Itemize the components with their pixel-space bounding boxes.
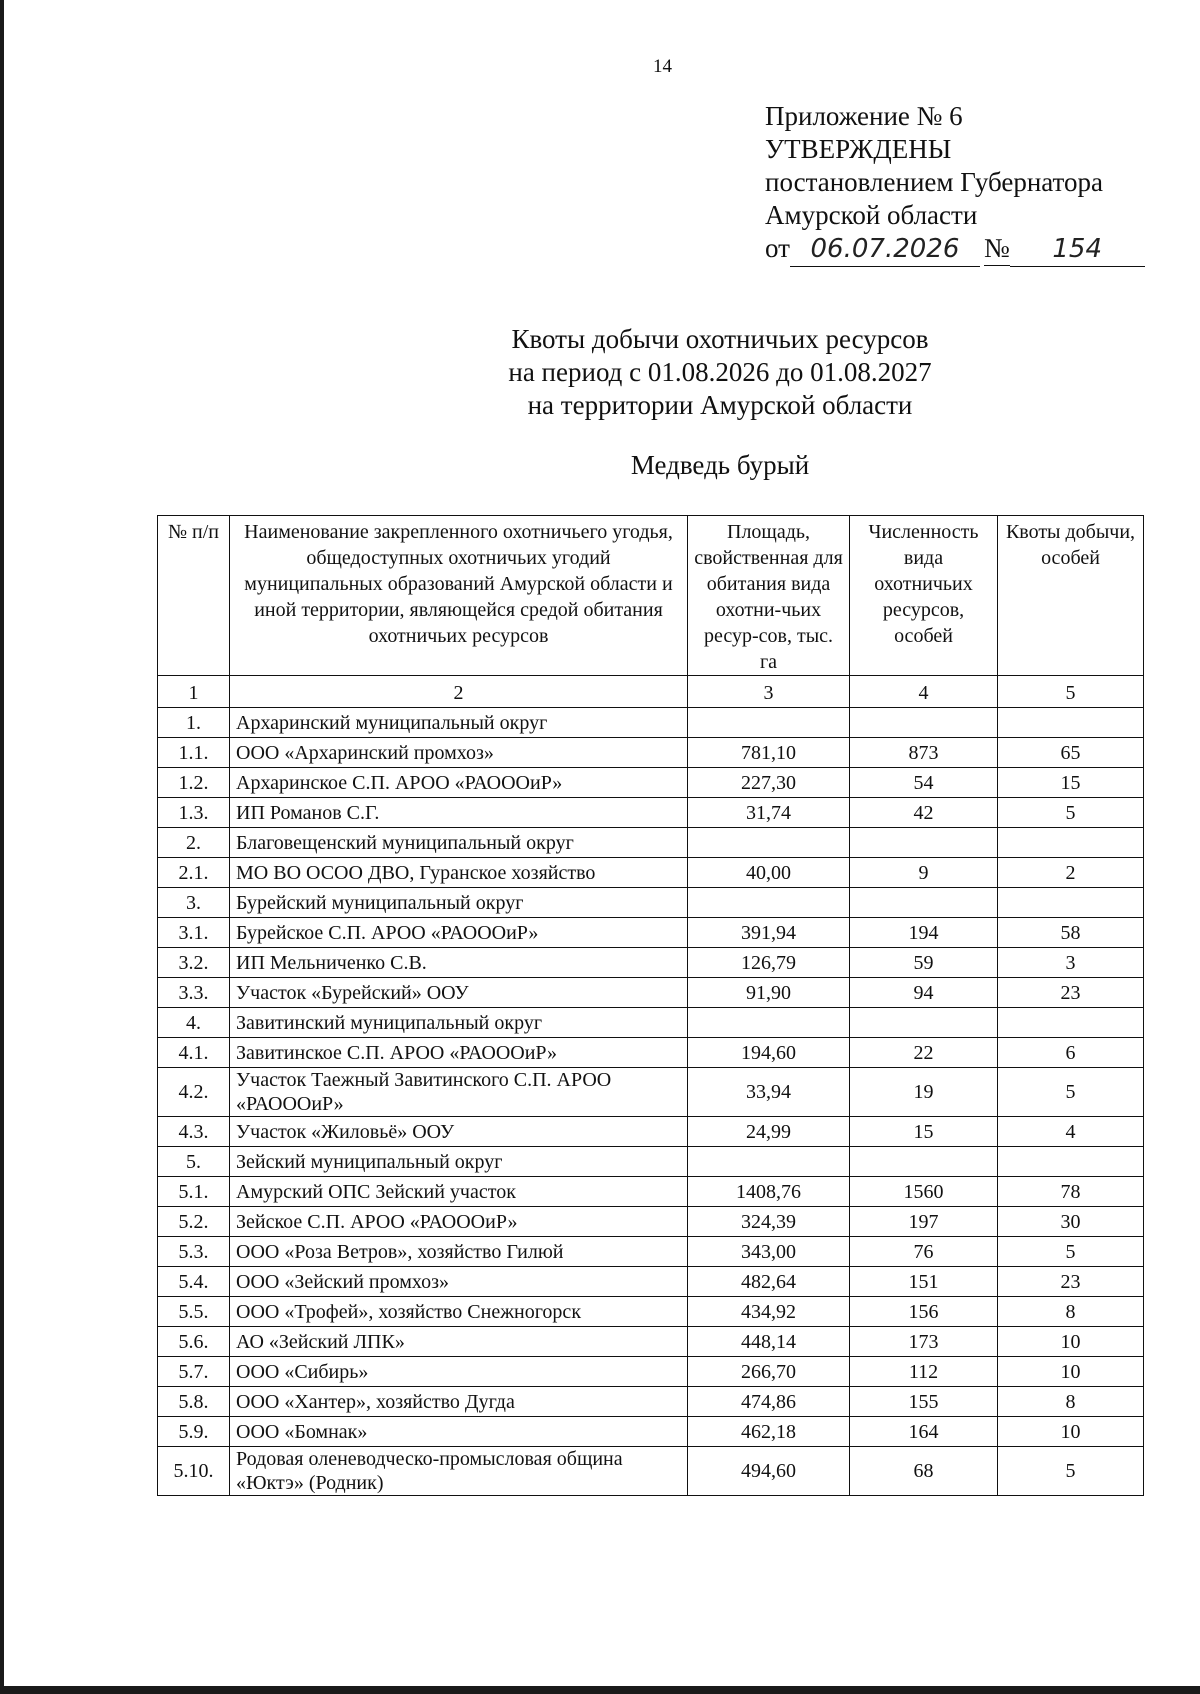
row-name-cell: Бурейское С.П. АРОО «РАОООиР» [230,918,688,948]
table-row [158,828,1144,858]
row-quota-cell: 4 [998,1117,1144,1147]
row-area-cell: 324,39 [688,1207,850,1237]
table-row [158,858,1144,888]
row-area-cell: 33,94 [688,1068,850,1117]
row-quota-cell: 10 [998,1417,1144,1447]
row-count-cell: 19 [850,1068,998,1117]
row-quota-cell: 23 [998,1267,1144,1297]
row-area-cell: 434,92 [688,1297,850,1327]
row-number-cell: 2. [158,828,230,858]
row-count-cell: 873 [850,738,998,768]
row-count-cell: 112 [850,1357,998,1387]
table-body [158,708,1144,1496]
row-area-cell: 227,30 [688,768,850,798]
column-number: 3 [688,676,850,708]
row-name-cell: МО ВО ОСОО ДВО, Гуранское хозяйство [230,858,688,888]
row-quota-cell: 65 [998,738,1144,768]
row-name-cell: ИП Мельниченко С.В. [230,948,688,978]
row-count-cell: 164 [850,1417,998,1447]
row-quota-cell: 2 [998,858,1144,888]
table-row [158,978,1144,1008]
table-header-row [158,516,1144,676]
row-number-cell: 3.1. [158,918,230,948]
row-name-cell: Бурейский муниципальный округ [230,888,688,918]
row-quota-cell [998,1008,1144,1038]
row-name-cell: Участок «Бурейский» ООУ [230,978,688,1008]
row-area-cell: 474,86 [688,1387,850,1417]
row-area-cell: 1408,76 [688,1177,850,1207]
row-count-cell: 194 [850,918,998,948]
row-count-cell: 22 [850,1038,998,1068]
row-area-cell: 91,90 [688,978,850,1008]
row-name-cell: ООО «Трофей», хозяйство Снежногорск [230,1297,688,1327]
row-name-cell: ООО «Хантер», хозяйство Дугда [230,1387,688,1417]
appendix-line: Приложение № 6 [765,101,963,131]
row-area-cell [688,708,850,738]
row-area-cell: 194,60 [688,1038,850,1068]
row-area-cell: 494,60 [688,1447,850,1496]
row-quota-cell [998,828,1144,858]
row-quota-cell: 5 [998,1447,1144,1496]
row-quota-cell: 8 [998,1297,1144,1327]
table-row [158,738,1144,768]
title-line-1: Квоты добычи охотничьих ресурсов [511,324,929,354]
row-number-cell: 3.2. [158,948,230,978]
row-number-cell: 3.3. [158,978,230,1008]
row-name-cell: ООО «Зейский промхоз» [230,1267,688,1297]
row-count-cell: 151 [850,1267,998,1297]
table-row [158,1327,1144,1357]
table-row [158,1038,1144,1068]
table-row [158,1447,1144,1496]
row-quota-cell: 5 [998,798,1144,828]
table-row [158,1068,1144,1117]
row-count-cell [850,1008,998,1038]
header-count: Численность вида охотничьих ресурсов, особей [850,516,998,676]
row-name-cell: Завитинское С.П. АРОО «РАОООиР» [230,1038,688,1068]
number-prefix: № [984,232,1010,266]
row-name-cell: Архаринский муниципальный округ [230,708,688,738]
row-area-cell: 126,79 [688,948,850,978]
handwritten-date: 06.07.2026 [790,233,980,267]
table-row [158,1357,1144,1387]
table-row [158,1008,1144,1038]
title-line-2: на период с 01.08.2026 до 01.08.2027 [508,357,932,387]
decree-line: постановлением Губернатора [765,167,1103,197]
row-area-cell: 31,74 [688,798,850,828]
row-area-cell: 266,70 [688,1357,850,1387]
approved-line: УТВЕРЖДЕНЫ [765,134,952,164]
table-row [158,1267,1144,1297]
row-name-cell: ООО «Бомнак» [230,1417,688,1447]
row-area-cell: 40,00 [688,858,850,888]
row-name-cell: ООО «Роза Ветров», хозяйство Гилюй [230,1237,688,1267]
table-row [158,1117,1144,1147]
row-number-cell: 5.3. [158,1237,230,1267]
table-row [158,1387,1144,1417]
page-number: 14 [653,56,672,77]
table-row [158,1147,1144,1177]
row-number-cell: 4.3. [158,1117,230,1147]
row-name-cell: ООО «Сибирь» [230,1357,688,1387]
row-name-cell: Зейское С.П. АРОО «РАОООиР» [230,1207,688,1237]
row-count-cell: 197 [850,1207,998,1237]
row-number-cell: 5. [158,1147,230,1177]
title-line-3: на территории Амурской области [527,390,913,420]
row-quota-cell: 5 [998,1237,1144,1267]
row-area-cell: 391,94 [688,918,850,948]
region-line: Амурской области [765,200,978,230]
row-quota-cell: 15 [998,768,1144,798]
row-area-cell [688,1147,850,1177]
row-quota-cell: 5 [998,1068,1144,1117]
row-quota-cell: 8 [998,1387,1144,1417]
column-numbers-row [158,676,1144,708]
table-row [158,888,1144,918]
row-count-cell: 15 [850,1117,998,1147]
row-area-cell [688,1008,850,1038]
row-count-cell [850,888,998,918]
column-number: 1 [158,676,230,708]
approval-block [765,100,1185,267]
row-count-cell: 54 [850,768,998,798]
row-area-cell: 462,18 [688,1417,850,1447]
table-row [158,1177,1144,1207]
row-number-cell: 5.8. [158,1387,230,1417]
row-quota-cell [998,1147,1144,1177]
row-number-cell: 5.2. [158,1207,230,1237]
row-number-cell: 4.2. [158,1068,230,1117]
row-count-cell [850,828,998,858]
row-count-cell: 173 [850,1327,998,1357]
row-number-cell: 1.3. [158,798,230,828]
header-number: № п/п [158,516,230,676]
header-name: Наименование закрепленного охотничьего угодья, общедоступных охотничьих угодий муниципальных образований Амурской области и иной территории, являющейся средой обитания охотничьих ресурсов [230,516,688,676]
row-name-cell: Архаринское С.П. АРОО «РАОООиР» [230,768,688,798]
row-area-cell: 448,14 [688,1327,850,1357]
table-row [158,1207,1144,1237]
row-number-cell: 4. [158,1008,230,1038]
row-name-cell: Завитинский муниципальный округ [230,1008,688,1038]
row-number-cell: 5.10. [158,1447,230,1496]
row-quota-cell: 6 [998,1038,1144,1068]
row-number-cell: 5.9. [158,1417,230,1447]
row-count-cell: 9 [850,858,998,888]
row-number-cell: 4.1. [158,1038,230,1068]
row-name-cell: АО «Зейский ЛПК» [230,1327,688,1357]
row-count-cell: 76 [850,1237,998,1267]
table-row [158,1297,1144,1327]
row-number-cell: 5.4. [158,1267,230,1297]
row-number-cell: 5.7. [158,1357,230,1387]
row-number-cell: 5.6. [158,1327,230,1357]
table-row [158,918,1144,948]
column-number: 4 [850,676,998,708]
row-name-cell: ООО «Архаринский промхоз» [230,738,688,768]
table-row [158,1237,1144,1267]
species-heading: Медведь бурый [630,450,810,480]
row-name-cell: Участок «Жиловьё» ООУ [230,1117,688,1147]
row-count-cell: 155 [850,1387,998,1417]
row-count-cell: 42 [850,798,998,828]
row-number-cell: 5.1. [158,1177,230,1207]
row-quota-cell: 23 [998,978,1144,1008]
row-count-cell [850,708,998,738]
row-number-cell: 1.2. [158,768,230,798]
row-quota-cell [998,708,1144,738]
row-area-cell: 24,99 [688,1117,850,1147]
row-number-cell: 1.1. [158,738,230,768]
column-number: 5 [998,676,1144,708]
table-row [158,1417,1144,1447]
row-quota-cell: 10 [998,1327,1144,1357]
quota-table [157,515,1144,1496]
row-quota-cell: 58 [998,918,1144,948]
header-quota: Квоты добычи, особей [998,516,1144,676]
date-number-line [765,232,1185,267]
row-count-cell: 156 [850,1297,998,1327]
row-count-cell [850,1147,998,1177]
header-area: Площадь, свойственная для обитания вида охотни-чьих ресур-сов, тыс. га [688,516,850,676]
row-quota-cell: 30 [998,1207,1144,1237]
table-row [158,708,1144,738]
row-name-cell: Родовая оленеводческо-промысловая община «Юктэ» (Родник) [230,1447,688,1496]
row-count-cell: 68 [850,1447,998,1496]
table-row [158,768,1144,798]
scan-edge-bottom [0,1686,1200,1694]
row-area-cell: 781,10 [688,738,850,768]
row-number-cell: 3. [158,888,230,918]
scan-edge-left [0,0,4,1694]
table-row [158,948,1144,978]
document-title [380,323,1060,422]
row-area-cell [688,828,850,858]
row-count-cell: 59 [850,948,998,978]
row-name-cell: ИП Романов С.Г. [230,798,688,828]
row-area-cell [688,888,850,918]
row-name-cell: Амурский ОПС Зейский участок [230,1177,688,1207]
row-count-cell: 1560 [850,1177,998,1207]
row-quota-cell: 78 [998,1177,1144,1207]
date-prefix: от [765,233,790,263]
row-number-cell: 2.1. [158,858,230,888]
row-quota-cell: 10 [998,1357,1144,1387]
row-quota-cell: 3 [998,948,1144,978]
row-name-cell: Зейский муниципальный округ [230,1147,688,1177]
row-quota-cell [998,888,1144,918]
handwritten-number: 154 [1010,233,1145,267]
row-name-cell: Участок Таежный Завитинского С.П. АРОО «РАОООиР» [230,1068,688,1117]
row-area-cell: 343,00 [688,1237,850,1267]
row-number-cell: 5.5. [158,1297,230,1327]
column-number: 2 [230,676,688,708]
row-area-cell: 482,64 [688,1267,850,1297]
row-number-cell: 1. [158,708,230,738]
row-name-cell: Благовещенский муниципальный округ [230,828,688,858]
row-count-cell: 94 [850,978,998,1008]
table-row [158,798,1144,828]
